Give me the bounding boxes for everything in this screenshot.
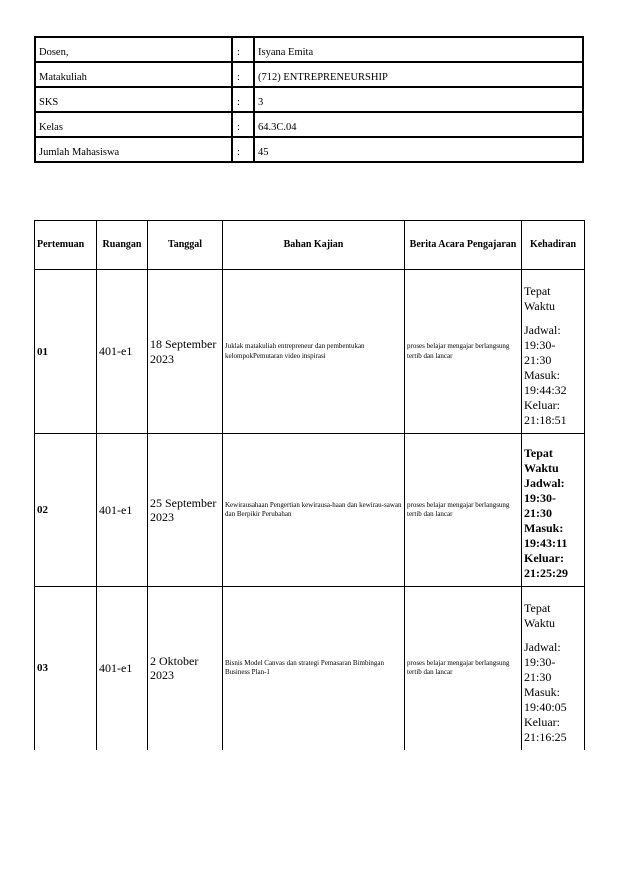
info-separator: :: [232, 112, 254, 137]
info-row-jumlah-mahasiswa: [35, 137, 583, 162]
attendance-masuk: Masuk: 19:44:32: [524, 368, 567, 397]
info-label: Jumlah Mahasiswa: [35, 137, 232, 162]
attendance-status: Tepat Waktu: [524, 601, 556, 630]
info-row-dosen: [35, 37, 583, 62]
kehadiran-cell: [522, 587, 585, 750]
table-row: [35, 434, 585, 587]
info-value: 45: [254, 137, 583, 162]
bahan-kajian-cell: Juklak matakuliah entrepreneur dan pembentukan kelompokPemutaran video inspirasi: [223, 270, 405, 434]
attendance-jadwal: Jadwal: 19:30-21:30: [524, 640, 561, 684]
info-separator: :: [232, 87, 254, 112]
pertemuan-cell: 03: [35, 587, 97, 750]
info-separator: :: [232, 137, 254, 162]
berita-acara-cell: proses belajar mengajar berlangsung tertib dan lancar: [405, 587, 522, 750]
header-berita-acara: Berita Acara Pengajaran: [405, 221, 522, 270]
info-label: Matakuliah: [35, 62, 232, 87]
ruangan-cell: 401-e1: [97, 587, 148, 750]
tanggal-cell: 25 September 2023: [148, 434, 223, 587]
info-value: (712) ENTREPRENEURSHIP: [254, 62, 583, 87]
info-row-matakuliah: [35, 62, 583, 87]
pertemuan-cell: 01: [35, 270, 97, 434]
tanggal-cell: 18 September 2023: [148, 270, 223, 434]
attendance-keluar: Keluar: 21:16:25: [524, 715, 567, 744]
table-row: [35, 587, 585, 750]
kehadiran-cell: [522, 434, 585, 587]
course-info-table: [34, 36, 584, 163]
schedule-table: [34, 220, 585, 750]
info-label: Kelas: [35, 112, 232, 137]
info-value: Isyana Emita: [254, 37, 583, 62]
info-label: Dosen,: [35, 37, 232, 62]
header-tanggal: Tanggal: [148, 221, 223, 270]
table-row: [35, 270, 585, 434]
header-kehadiran: Kehadiran: [522, 221, 585, 270]
info-row-kelas: [35, 112, 583, 137]
attendance-masuk: Masuk: 19:40:05: [524, 685, 567, 714]
info-separator: :: [232, 62, 254, 87]
header-pertemuan: Pertemuan: [35, 221, 97, 270]
info-label: SKS: [35, 87, 232, 112]
info-row-sks: [35, 87, 583, 112]
attendance-jadwal: Jadwal: 19:30-21:30: [524, 476, 565, 520]
berita-acara-cell: proses belajar mengajar berlangsung tertib dan lancar: [405, 434, 522, 587]
bahan-kajian-cell: Kewirausahaan Pengertian kewirausa-haan dan kewirau-sawan dan Berpikir Perubahan: [223, 434, 405, 587]
ruangan-cell: 401-e1: [97, 270, 148, 434]
info-separator: :: [232, 37, 254, 62]
attendance-keluar: Keluar: 21:18:51: [524, 398, 567, 427]
info-value: 3: [254, 87, 583, 112]
header-bahan-kajian: Bahan Kajian: [223, 221, 405, 270]
attendance-status: Tepat Waktu: [524, 446, 559, 475]
tanggal-cell: 2 Oktober 2023: [148, 587, 223, 750]
attendance-keluar: Keluar: 21:25:29: [524, 551, 568, 580]
berita-acara-cell: proses belajar mengajar berlangsung tertib dan lancar: [405, 270, 522, 434]
attendance-masuk: Masuk: 19:43:11: [524, 521, 568, 550]
attendance-jadwal: Jadwal: 19:30-21:30: [524, 323, 561, 367]
bahan-kajian-cell: Bisnis Model Canvas dan strategi Pemasaran Bimbingan Business Plan-1: [223, 587, 405, 750]
schedule-header-row: [35, 221, 585, 270]
attendance-status: Tepat Waktu: [524, 284, 556, 313]
header-ruangan: Ruangan: [97, 221, 148, 270]
kehadiran-cell: [522, 270, 585, 434]
pertemuan-cell: 02: [35, 434, 97, 587]
info-value: 64.3C.04: [254, 112, 583, 137]
ruangan-cell: 401-e1: [97, 434, 148, 587]
